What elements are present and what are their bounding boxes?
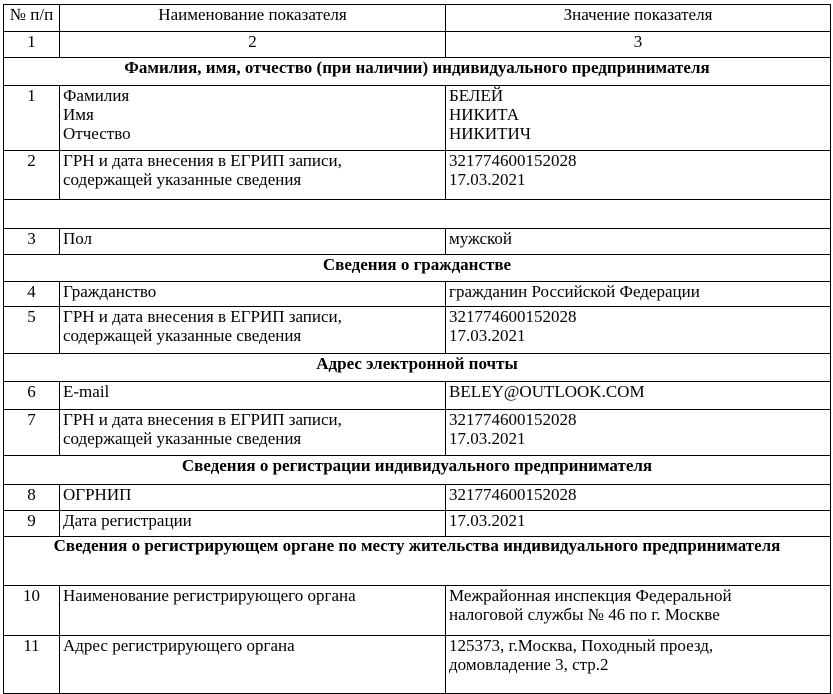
row-label: E-mail — [60, 381, 446, 409]
value-line: НИКИТА — [449, 104, 519, 124]
label-line: Имя — [63, 104, 94, 124]
table-row — [4, 85, 831, 150]
row-number: 4 — [4, 281, 60, 306]
row-label: ОГРНИП — [60, 484, 446, 510]
table-row — [4, 151, 831, 199]
column-number: 2 — [60, 32, 446, 57]
section-row — [4, 57, 831, 85]
row-number: 2 — [4, 151, 60, 199]
section-title-email: Адрес электронной почты — [4, 354, 831, 381]
section-row — [4, 354, 831, 381]
value-line: домовладение 3, стр.2 — [449, 655, 609, 675]
row-number: 7 — [4, 409, 60, 455]
row-number: 3 — [4, 229, 60, 255]
table-header-row — [4, 5, 831, 32]
column-number-row — [4, 32, 831, 57]
egrip-extract-table — [3, 4, 831, 694]
column-number: 1 — [4, 32, 60, 57]
row-label: Дата регистрации — [60, 510, 446, 536]
section-row — [4, 255, 831, 281]
label-line: ГРН и дата внесения в ЕГРИП записи, — [63, 409, 342, 429]
empty-row — [4, 199, 831, 228]
section-title-authority: Сведения о регистрирующем органе по месту жительства индивидуального предпринимателя — [4, 537, 831, 585]
label-line: содержащей указанные сведения — [63, 325, 302, 345]
table-row — [4, 585, 831, 635]
row-number: 8 — [4, 484, 60, 510]
row-number: 11 — [4, 636, 60, 694]
table-row — [4, 306, 831, 353]
value-line: 17.03.2021 — [449, 428, 526, 448]
value-line: налоговой службы № 46 по г. Москве — [449, 604, 720, 624]
row-number: 1 — [4, 85, 60, 150]
row-label — [60, 409, 446, 455]
row-value: BELEY@OUTLOOK.COM — [446, 381, 831, 409]
empty-cell — [4, 199, 831, 228]
row-label — [60, 85, 446, 150]
section-row — [4, 456, 831, 484]
label-line: Фамилия — [63, 85, 130, 105]
row-value — [446, 151, 831, 199]
value-line: 321774600152028 — [449, 409, 577, 429]
table-row — [4, 484, 831, 510]
value-line: 321774600152028 — [449, 151, 577, 171]
row-label — [60, 306, 446, 353]
row-label — [60, 151, 446, 199]
label-line: Отчество — [63, 123, 131, 143]
row-value: 321774600152028 — [446, 484, 831, 510]
row-value: мужской — [446, 229, 831, 255]
row-value: 17.03.2021 — [446, 510, 831, 536]
label-line: ГРН и дата внесения в ЕГРИП записи, — [63, 306, 342, 326]
section-title-registration: Сведения о регистрации индивидуального предпринимателя — [4, 456, 831, 484]
label-line: ГРН и дата внесения в ЕГРИП записи, — [63, 151, 342, 171]
label-line: содержащей указанные сведения — [63, 428, 302, 448]
row-value: гражданин Российской Федерации — [446, 281, 831, 306]
value-line: Межрайонная инспекция Федеральной — [449, 585, 732, 605]
table-row — [4, 510, 831, 536]
row-value — [446, 85, 831, 150]
table-row — [4, 636, 831, 694]
value-line: 125373, г.Москва, Походный проезд, — [449, 636, 714, 656]
value-line: БЕЛЕЙ — [449, 85, 504, 105]
row-value — [446, 636, 831, 694]
column-number: 3 — [446, 32, 831, 57]
table-row — [4, 409, 831, 455]
table-row — [4, 281, 831, 306]
header-num: № п/п — [4, 5, 60, 32]
value-line: 17.03.2021 — [449, 325, 526, 345]
row-value — [446, 306, 831, 353]
row-label: Адрес регистрирующего органа — [60, 636, 446, 694]
row-value — [446, 409, 831, 455]
value-line: 321774600152028 — [449, 306, 577, 326]
row-number: 5 — [4, 306, 60, 353]
table-row — [4, 229, 831, 255]
row-number: 9 — [4, 510, 60, 536]
value-line: НИКИТИЧ — [449, 123, 531, 143]
header-name: Наименование показателя — [60, 5, 446, 32]
value-line: 17.03.2021 — [449, 170, 526, 190]
row-number: 10 — [4, 585, 60, 635]
header-value: Значение показателя — [446, 5, 831, 32]
row-label: Гражданство — [60, 281, 446, 306]
label-line: содержащей указанные сведения — [63, 170, 302, 190]
row-number: 6 — [4, 381, 60, 409]
section-title-fio: Фамилия, имя, отчество (при наличии) индивидуального предпринимателя — [4, 57, 831, 85]
row-label: Наименование регистрирующего органа — [60, 585, 446, 635]
row-label: Пол — [60, 229, 446, 255]
table-row — [4, 381, 831, 409]
section-row — [4, 537, 831, 585]
section-title-citizenship: Сведения о гражданстве — [4, 255, 831, 281]
row-value — [446, 585, 831, 635]
